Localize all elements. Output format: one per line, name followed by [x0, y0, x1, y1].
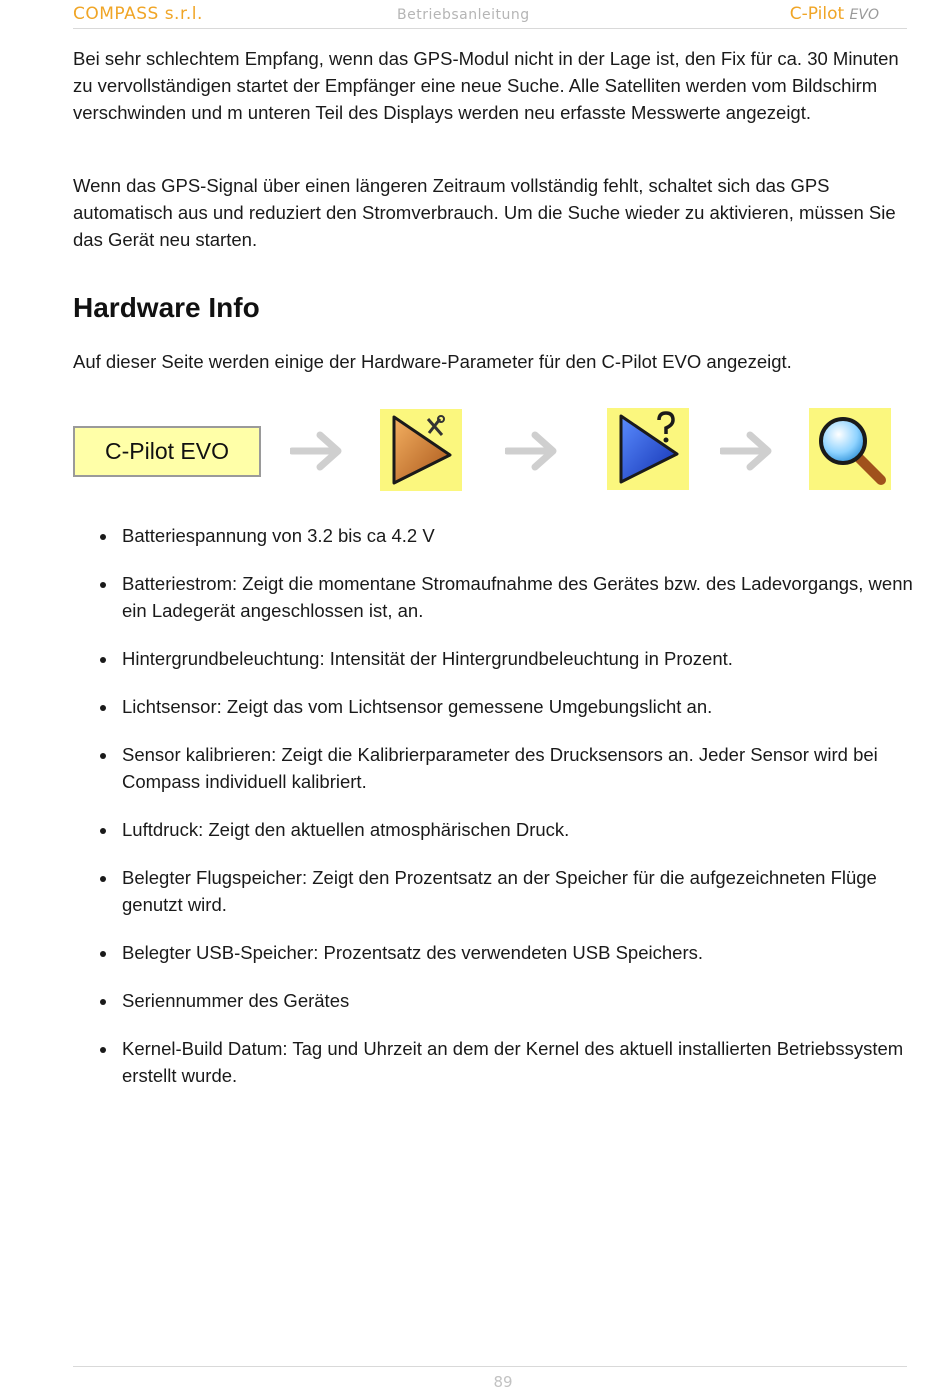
document-title: Betriebsanleitung	[397, 7, 530, 23]
list-item-text: Hintergrundbeleuchtung: Intensität der Hintergrundbeleuchtung in Prozent.	[122, 648, 733, 669]
section-intro: Auf dieser Seite werden einige der Hardware-Parameter für den C-Pilot EVO angezeigt.	[73, 351, 792, 372]
list-item-text: Sensor kalibrieren: Zeigt die Kalibrierparameter des Drucksensors an. Jeder Sensor wird bei Compass individuell kalibriert.	[122, 744, 878, 792]
settings-play-icon	[380, 409, 462, 491]
list-item-text: Belegter Flugspeicher: Zeigt den Prozentsatz an der Speicher für die aufgezeichneten Flüge genutzt wird.	[122, 867, 877, 915]
list-item	[73, 741, 913, 795]
paragraph-gps-signal-loss: Wenn das GPS-Signal über einen längeren Zeitraum vollständig fehlt, schaltet sich das GPS automatisch aus und reduziert den Stromverbrauch. Um die Suche wieder zu aktivieren, müssen Sie das Gerät neu starten.	[73, 175, 896, 250]
arrow-right-icon	[505, 430, 565, 472]
bullet-icon	[100, 876, 106, 882]
company-name: COMPASS s.r.l.	[73, 4, 203, 24]
list-item	[73, 864, 913, 918]
bullet-icon	[100, 951, 106, 957]
product-name-main: C-Pilot	[789, 4, 845, 24]
cpilot-evo-label-box: C-Pilot EVO	[73, 426, 261, 477]
section-heading: Hardware Info	[73, 292, 260, 323]
page-header	[73, 2, 907, 29]
list-item-text: Seriennummer des Gerätes	[122, 990, 350, 1011]
list-item-text: Lichtsensor: Zeigt das vom Lichtsensor gemessene Umgebungslicht an.	[122, 696, 713, 717]
list-item-text: Batteriespannung von 3.2 bis ca 4.2 V	[122, 525, 435, 546]
bullet-icon	[100, 705, 106, 711]
product-name	[790, 4, 879, 24]
arrow-right-icon	[290, 430, 350, 472]
list-item	[73, 1035, 913, 1089]
list-item	[73, 693, 913, 720]
list-item-text: Batteriestrom: Zeigt die momentane Stromaufnahme des Gerätes bzw. des Ladevorgangs, wenn ein Ladegerät angeschlossen ist, an.	[122, 573, 913, 621]
arrow-right-icon	[720, 430, 780, 472]
bullet-icon	[100, 657, 106, 663]
list-item	[73, 816, 913, 843]
bullet-icon	[100, 753, 106, 759]
bullet-icon	[100, 582, 106, 588]
bullet-icon	[100, 828, 106, 834]
list-item	[73, 645, 913, 672]
page-number: 89	[493, 1373, 513, 1391]
product-name-suffix: EVO	[849, 7, 879, 23]
list-item-text: Kernel-Build Datum: Tag und Uhrzeit an dem der Kernel des aktuell installierten Betriebssystem erstellt wurde.	[122, 1038, 904, 1086]
magnifier-icon	[809, 408, 891, 490]
list-item	[73, 570, 913, 624]
help-play-icon	[607, 408, 689, 490]
bullet-icon	[100, 999, 106, 1005]
list-item	[73, 522, 913, 549]
list-item	[73, 939, 913, 966]
list-item-text: Luftdruck: Zeigt den aktuellen atmosphärischen Druck.	[122, 819, 570, 840]
footer-divider	[73, 1366, 907, 1367]
bullet-icon	[100, 1047, 106, 1053]
paragraph-gps-reception: Bei sehr schlechtem Empfang, wenn das GPS-Modul nicht in der Lage ist, den Fix für ca. 30 Minuten zu vervollständigen startet der Empfänger eine neue Suche. Alle Satelliten werden vom Bildschirm verschwinden und m unteren Teil des Displays werden neu erfasste Messwerte angezeigt.	[73, 48, 899, 123]
hardware-parameter-list	[73, 522, 913, 1110]
list-item-text: Belegter USB-Speicher: Prozentsatz des verwendeten USB Speichers.	[122, 942, 703, 963]
list-item	[73, 987, 913, 1014]
bullet-icon	[100, 534, 106, 540]
